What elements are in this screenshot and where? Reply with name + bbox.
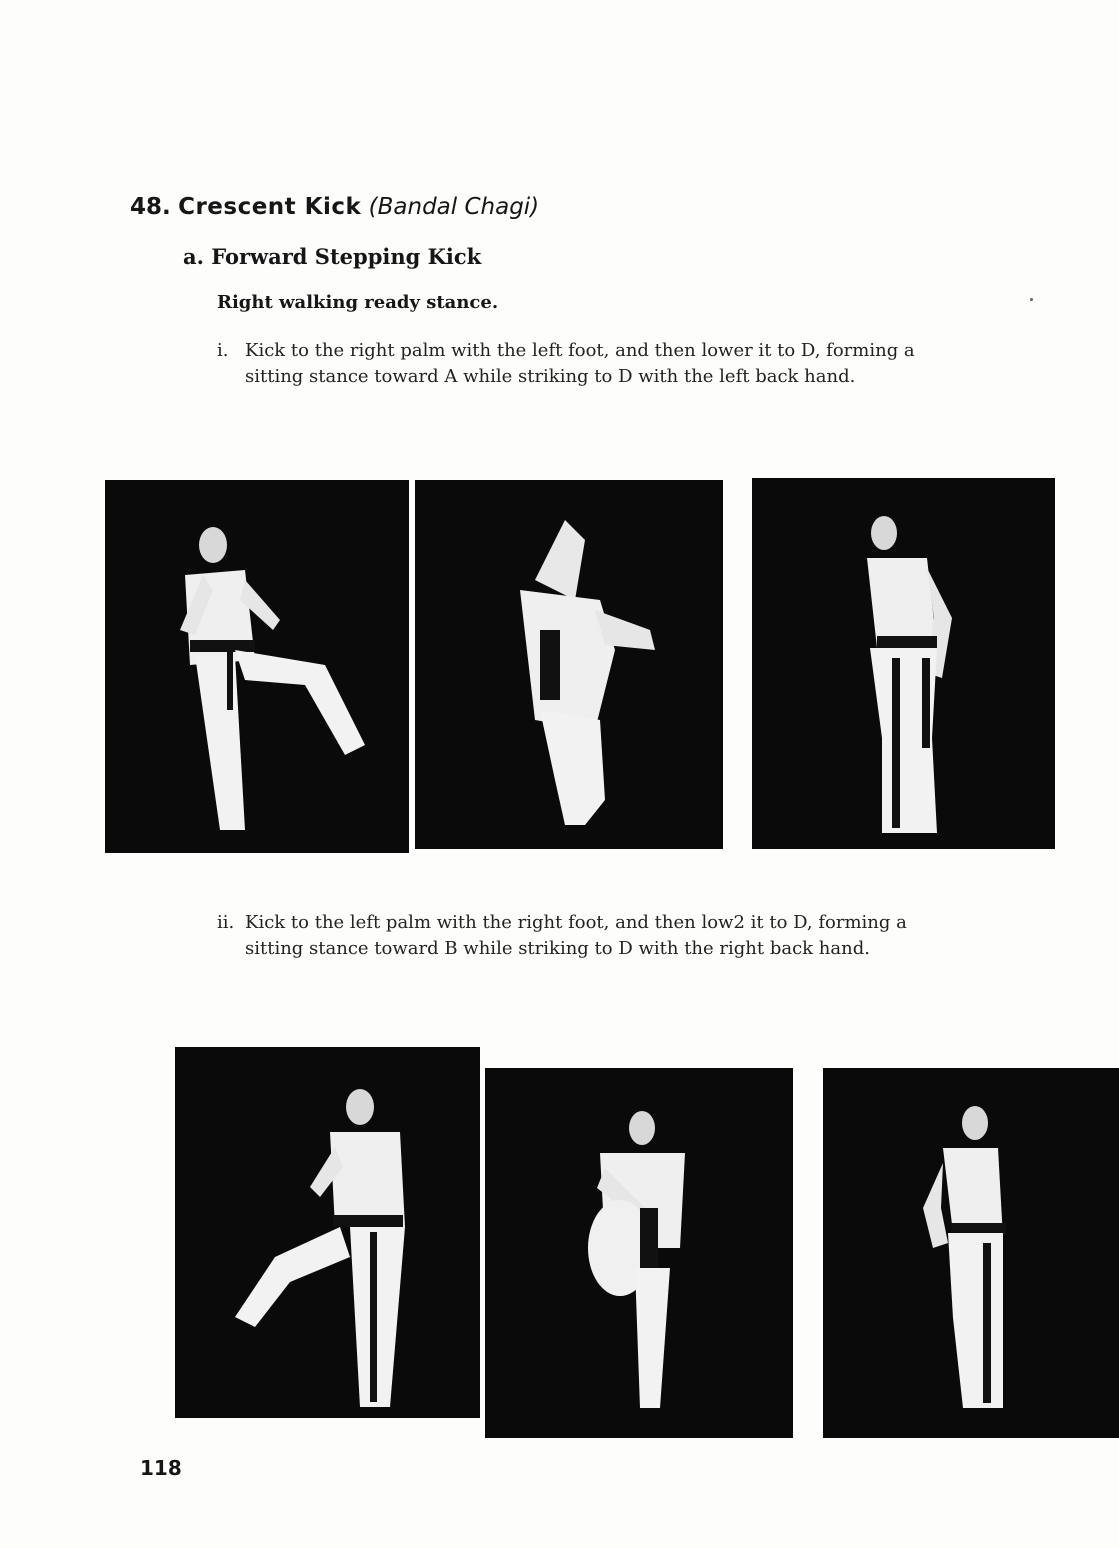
figure-sitting-stance (752, 478, 1055, 849)
figure-kick-palm (485, 1068, 793, 1438)
figure-kick-high (415, 480, 723, 849)
section-subtitle: (Bandal Chagi) (368, 194, 540, 220)
speck (1030, 298, 1033, 301)
step-1 (217, 338, 957, 390)
step-marker: ii. (217, 912, 235, 933)
step-2 (217, 910, 957, 962)
step-marker: i. (217, 340, 229, 361)
subsection-heading: a. Forward Stepping Kick (183, 244, 482, 269)
step-text: Kick to the left palm with the right foot, and then low2 it to D, forming a sitting stance toward B while striking to D with the right back hand. (245, 912, 907, 959)
figure-kick-raise-left (105, 480, 409, 853)
section-number: 48. (130, 194, 171, 220)
photo-row2-1 (175, 1047, 480, 1418)
photo-row2-2 (485, 1068, 793, 1438)
photo-row1-1 (105, 480, 409, 853)
photo-row1-2 (415, 480, 723, 849)
figure-sitting-stance-right (823, 1068, 1119, 1438)
section-title: Crescent Kick (178, 194, 362, 220)
photo-row1-3 (752, 478, 1055, 849)
step-text: Kick to the right palm with the left foot, and then lower it to D, forming a sitting stance toward A while striking to D with the left back hand. (245, 340, 915, 387)
figure-kick-raise-right (175, 1047, 480, 1418)
stance-instruction: Right walking ready stance. (217, 292, 499, 313)
section-heading (130, 194, 539, 220)
page-number: 118 (140, 1456, 182, 1480)
photo-row2-3 (823, 1068, 1119, 1438)
